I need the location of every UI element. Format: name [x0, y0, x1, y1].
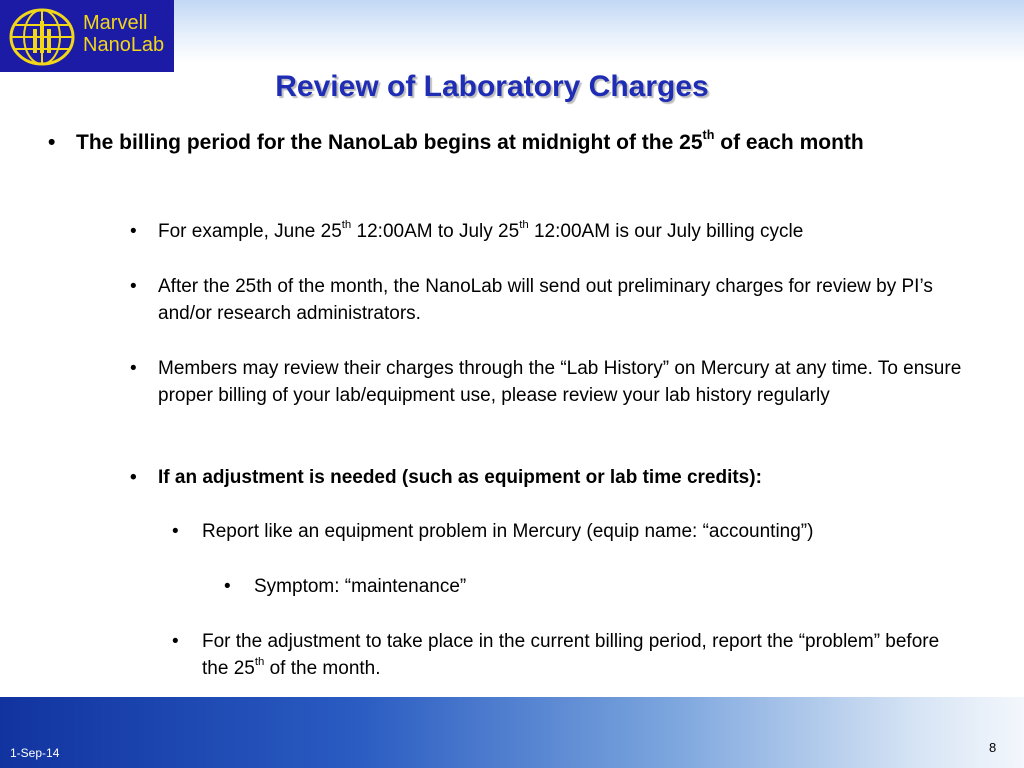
bullet-marker: •: [224, 576, 231, 597]
bullet-lab-history: • Members may review their charges through the “Lab History” on Mercury at any time. To ensure proper billing of your lab/equipment use, please review your lab history regularly: [158, 355, 978, 409]
marvell-nanolab-logo: [0, 0, 174, 72]
bullet-preliminary-charges: • After the 25th of the month, the NanoLab will send out preliminary charges for review by PI’s and/or research administrators.: [158, 273, 978, 327]
bullet-report-problem: • Report like an equipment problem in Mercury (equip name: “accounting”): [202, 518, 962, 545]
bullet-marker: •: [172, 631, 179, 652]
bullet-example-cycle: • For example, June 25th 12:00AM to July 25th 12:00AM is our July billing cycle: [158, 218, 978, 245]
footer-date: 1-Sep-14: [10, 746, 60, 760]
slide-title: Review of Laboratory Charges: [275, 70, 709, 103]
bullet-marker: •: [48, 131, 56, 154]
bullet-marker: •: [172, 521, 179, 542]
page-number: 8: [989, 740, 997, 755]
bullet-adjustment-needed: • If an adjustment is needed (such as equipment or lab time credits):: [158, 464, 978, 491]
bullet-marker: •: [130, 276, 137, 297]
bullet-marker: •: [130, 467, 137, 488]
bullet-billing-period: • The billing period for the NanoLab begins at midnight of the 25th of each month: [76, 128, 976, 157]
bullet-symptom: • Symptom: “maintenance”: [254, 573, 954, 600]
footer-gradient-band: [0, 697, 1024, 768]
bullet-marker: •: [130, 221, 137, 242]
bullet-marker: •: [130, 358, 137, 379]
globe-emblem-icon: [6, 7, 78, 67]
bullet-report-before-25th: • For the adjustment to take place in the current billing period, report the “problem” before the 25th of the month.: [202, 628, 962, 682]
logo-wordmark: Marvell NanoLab: [83, 12, 165, 56]
